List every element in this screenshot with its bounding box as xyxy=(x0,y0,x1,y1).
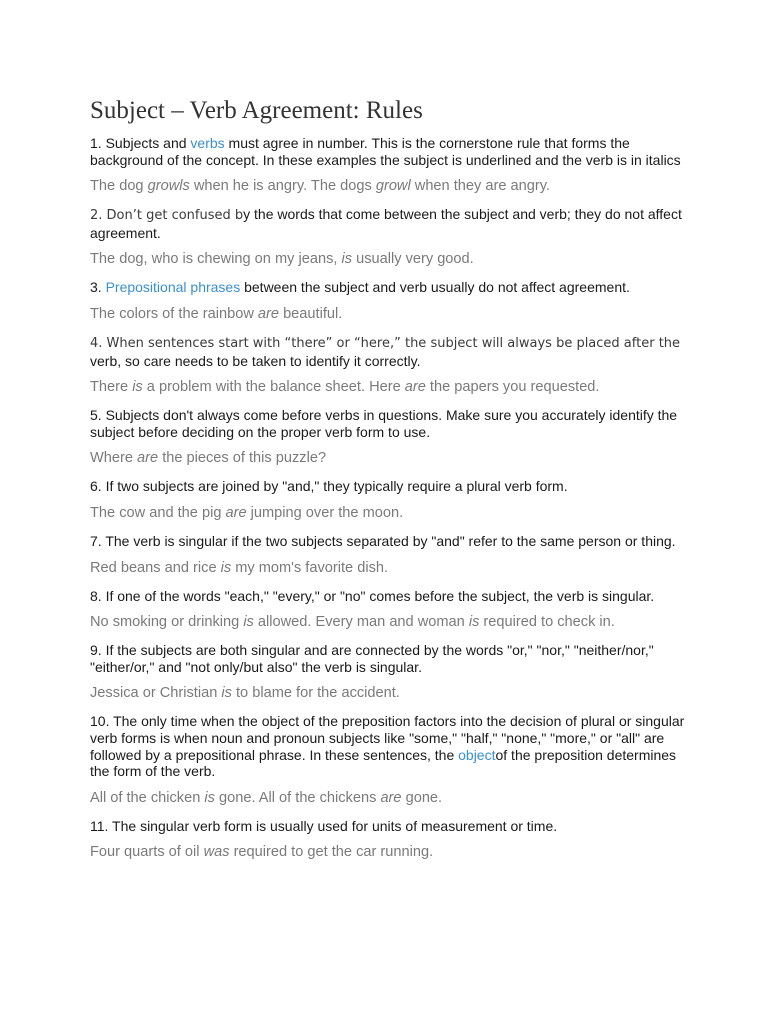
rule-1 xyxy=(90,135,690,168)
example-text: to blame for the accident. xyxy=(231,685,400,702)
example-verb: is xyxy=(221,685,232,702)
example-text: a problem with the balance sheet. Here xyxy=(142,379,405,396)
example-text: Where xyxy=(90,450,138,467)
rule-9: 9. If the subjects are both singular and are connected by the words "or," "nor," "neither/nor," "either/or," and "not only/but also" the verb is singular. xyxy=(90,642,654,675)
example-11 xyxy=(90,843,690,861)
prepositional-phrases-link[interactable]: Prepositional phrases xyxy=(105,279,241,296)
example-2 xyxy=(90,250,690,268)
rule-text: verb, so care needs to be taken to identify it correctly. xyxy=(90,352,421,369)
example-verb: growl xyxy=(375,178,411,195)
example-verb: are xyxy=(137,450,159,467)
example-text: beautiful. xyxy=(279,305,343,322)
example-6 xyxy=(90,504,690,522)
example-verb: is xyxy=(341,251,353,268)
example-verb: are xyxy=(225,504,247,521)
example-text: No smoking or drinking xyxy=(90,614,244,631)
example-verb: is xyxy=(468,614,480,631)
page-title: Subject – Verb Agreement: Rules xyxy=(90,97,423,124)
example-text: allowed. Every man and woman xyxy=(253,614,469,631)
example-text: when he is angry. The dogs xyxy=(189,178,376,195)
rule-7: 7. The verb is singular if the two subjects separated by "and" refer to the same person or thing. xyxy=(90,532,676,549)
example-text: All of the chicken xyxy=(90,789,205,806)
example-text: gone. All of the chickens xyxy=(214,789,381,806)
example-text: required to get the car running. xyxy=(229,844,434,861)
example-text: Four quarts of oil xyxy=(90,844,204,861)
example-text: Red beans and rice xyxy=(90,559,221,576)
rule-11: 11. The singular verb form is usually used for units of measurement or time. xyxy=(90,817,558,834)
example-9 xyxy=(90,684,690,702)
example-text: Jessica or Christian xyxy=(90,685,222,702)
example-text: my mom's favorite dish. xyxy=(231,559,389,576)
example-text: when they are angry. xyxy=(410,178,550,195)
example-verb: is xyxy=(220,559,232,576)
example-3 xyxy=(90,305,690,323)
example-verb: was xyxy=(203,844,230,861)
rule-text: 3. xyxy=(90,279,106,296)
example-text: the papers you requested. xyxy=(425,379,600,396)
rule-8: 8. If one of the words "each," "every," or "no" comes before the subject, the verb is singular. xyxy=(90,587,655,604)
example-verb: is xyxy=(132,379,143,396)
example-text: the pieces of this puzzle? xyxy=(158,450,327,467)
example-verb: growls xyxy=(147,178,190,195)
rule-text: must agree in number. This is the cornerstone rule that forms the background of the concept. In these examples the subject is underlined and the verb is in italics xyxy=(90,135,681,168)
example-text: There xyxy=(90,379,133,396)
rule-text: 1. Subjects and xyxy=(90,135,191,151)
rule-text: 10. The only time when the object of the preposition factors into the decision of plural or singular verb forms is when noun and pronoun subjects like "some," "half," "none," "more," or "all" are followed by a prepositional phrase. In these sentences, the xyxy=(90,713,685,763)
example-verb: is xyxy=(243,614,254,631)
rule-text: 2. Don’t get confused b xyxy=(90,208,244,224)
example-text: jumping over the moon. xyxy=(246,504,404,521)
rule-10 xyxy=(90,713,690,779)
example-text: gone. xyxy=(401,789,443,806)
example-1 xyxy=(90,177,690,195)
example-5 xyxy=(90,449,690,467)
verbs-link[interactable]: verbs xyxy=(190,135,225,151)
rule-3 xyxy=(90,279,690,296)
example-4 xyxy=(90,378,690,396)
object-link[interactable]: object xyxy=(458,746,496,763)
rule-text: 4. When sentences start with “there” or “here,” the subject will always be placed after the xyxy=(90,335,681,351)
example-verb: are xyxy=(257,305,280,322)
example-text: usually very good. xyxy=(352,251,474,268)
document-page xyxy=(90,96,690,872)
rule-6: 6. If two subjects are joined by "and," they typically require a plural verb form. xyxy=(90,478,568,495)
example-10 xyxy=(90,789,690,807)
example-text: The dog xyxy=(90,178,148,195)
example-verb: is xyxy=(204,789,215,806)
example-text: The colors of the rainbow xyxy=(90,305,258,322)
rule-4 xyxy=(90,334,690,369)
example-text: The cow and the pig xyxy=(90,504,226,521)
example-verb: are xyxy=(380,789,402,806)
rule-text: of the preposition determines the form of the verb. xyxy=(90,746,677,780)
example-text: required to check in. xyxy=(479,614,615,631)
example-text: The dog, who is chewing on my jeans, xyxy=(90,251,342,268)
example-8 xyxy=(90,613,690,631)
rule-text: y the words that come between the subject and verb; they do not affect agreement. xyxy=(90,206,682,241)
example-verb: are xyxy=(404,379,426,396)
rule-2 xyxy=(90,206,690,241)
rule-5: 5. Subjects don't always come before verbs in questions. Make sure you accurately identify the subject before deciding on the proper verb form to use. xyxy=(90,407,678,440)
rule-text: between the subject and verb usually do not affect agreement. xyxy=(240,279,630,296)
example-7 xyxy=(90,559,690,577)
